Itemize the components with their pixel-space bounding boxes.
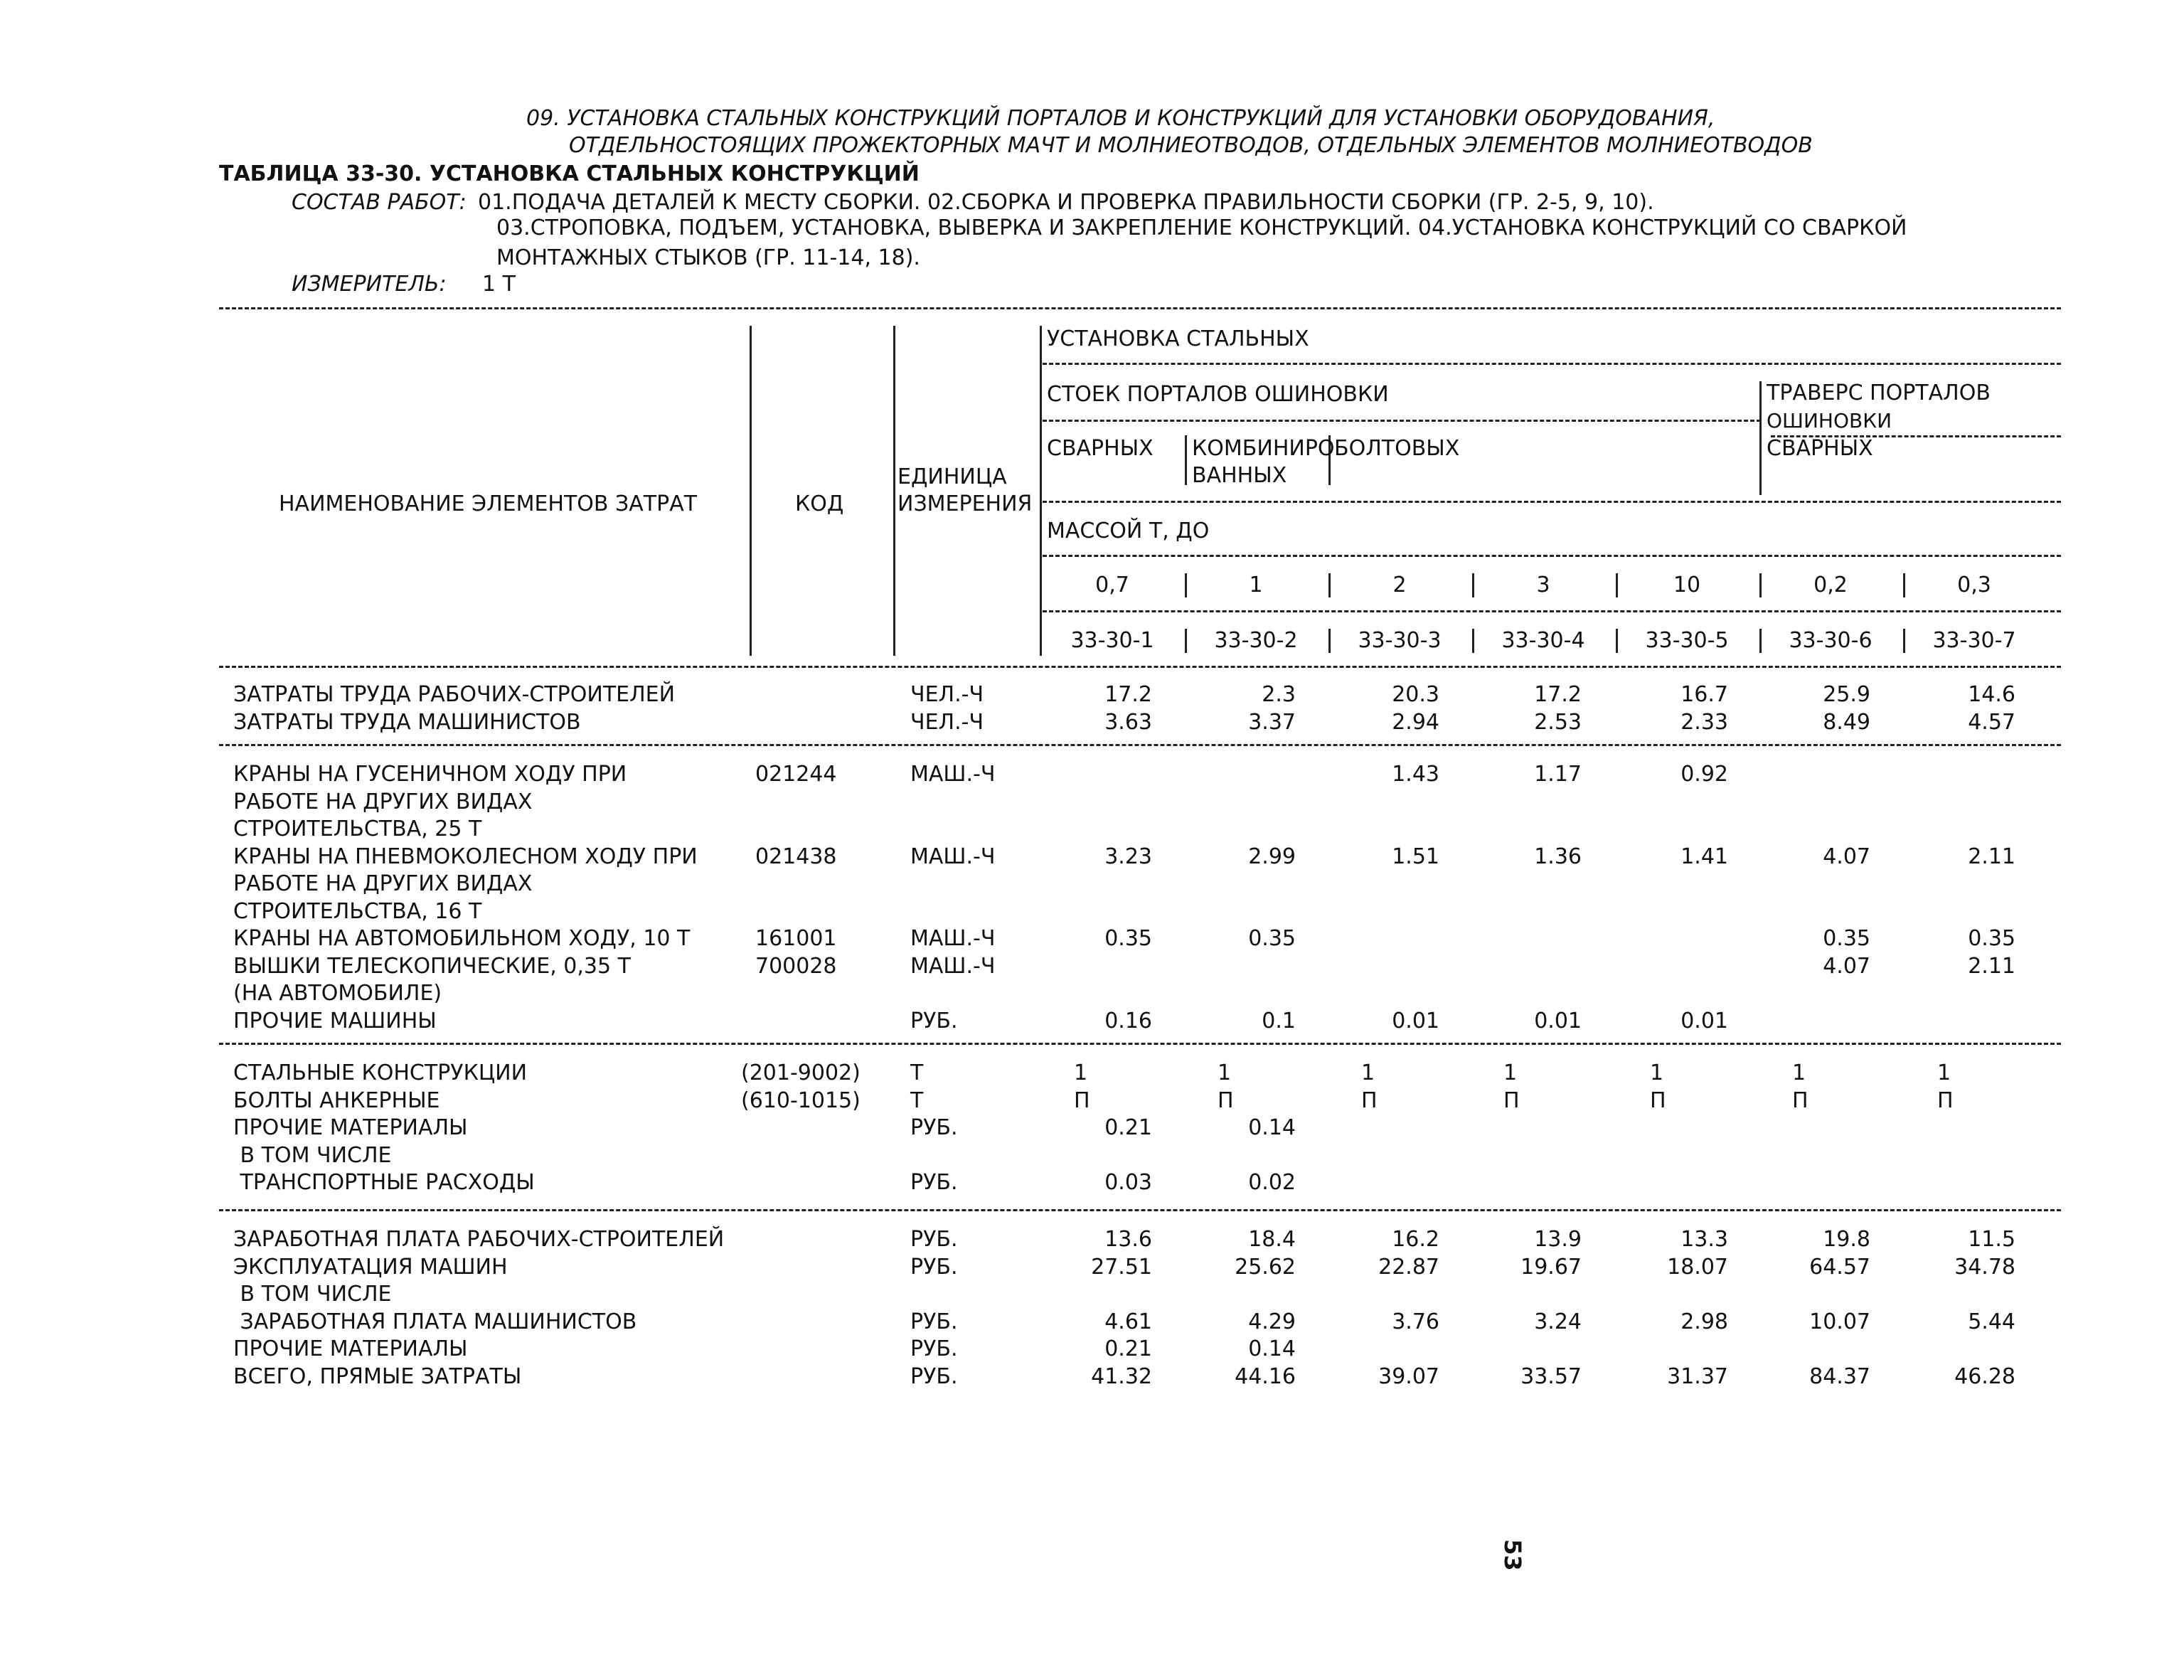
- row-code: 161001: [755, 926, 837, 951]
- row-unit: РУБ.: [910, 1170, 958, 1195]
- head-welded-traverses: СВАРНЫХ: [1767, 436, 1873, 461]
- row-name: ЗАТРАТЫ ТРУДА РАБОЧИХ-СТРОИТЕЛЕЙ: [233, 682, 676, 707]
- section-heading-line-1: 09. УСТАНОВКА СТАЛЬНЫХ КОНСТРУКЦИЙ ПОРТАЛОВ И КОНСТРУКЦИЙ ДЛЯ УСТАНОВКИ ОБОРУДОВАНИЯ,: [526, 106, 1715, 131]
- row-value: 27.51: [1091, 1255, 1152, 1280]
- row-name: В ТОМ ЧИСЛЕ: [233, 1282, 392, 1307]
- code-div-4: [1616, 629, 1618, 653]
- row-value: 0.01: [1392, 1009, 1439, 1033]
- row-value: 0.02: [1248, 1170, 1296, 1195]
- row-value: 0.01: [1680, 1009, 1728, 1033]
- section-heading-line-2: ОТДЕЛЬНОСТОЯЩИХ ПРОЖЕКТОРНЫХ МАЧТ И МОЛНИЕОТВОДОВ, ОТДЕЛЬНЫХ ЭЛЕМЕНТОВ МОЛНИЕОТВОДОВ: [569, 133, 1813, 158]
- row-value: 46.28: [1954, 1364, 2015, 1389]
- head-posts: СТОЕК ПОРТАЛОВ ОШИНОВКИ: [1047, 382, 1389, 407]
- row-value: 0.14: [1248, 1336, 1296, 1361]
- row-value: 0.35: [1248, 926, 1296, 951]
- head-install: УСТАНОВКА СТАЛЬНЫХ: [1047, 326, 1309, 351]
- row-value: 2.11: [1968, 844, 2015, 869]
- row-name: ПРОЧИЕ МАТЕРИАЛЫ: [233, 1336, 468, 1361]
- mass-div-5: [1759, 573, 1762, 597]
- row-value: 41.32: [1091, 1364, 1152, 1389]
- row-value: 3.24: [1534, 1309, 1582, 1334]
- row-value: 2.98: [1680, 1309, 1728, 1334]
- row-unit: МАШ.-Ч: [910, 762, 996, 787]
- row-name: БОЛТЫ АНКЕРНЫЕ: [233, 1088, 440, 1113]
- code-div-2: [1328, 629, 1331, 653]
- row-name: ВЫШКИ ТЕЛЕСКОПИЧЕСКИЕ, 0,35 Т: [233, 954, 631, 979]
- row-value: 0.35: [1823, 926, 1870, 951]
- row-value: 2.94: [1392, 710, 1439, 735]
- column-code-5: 33-30-5: [1645, 628, 1729, 653]
- row-value: П: [1650, 1088, 1666, 1113]
- row-name: КРАНЫ НА ГУСЕНИЧНОМ ХОДУ ПРИ: [233, 762, 627, 787]
- work-composition-line-1: 01.ПОДАЧА ДЕТАЛЕЙ К МЕСТУ СБОРКИ. 02.СБОРКА И ПРОВЕРКА ПРАВИЛЬНОСТИ СБОРКИ (ГР. 2-5, 9, 10).: [478, 190, 1654, 215]
- head-rule-5: [1043, 610, 2061, 612]
- row-value: 3.37: [1248, 710, 1296, 735]
- head-welded: СВАРНЫХ: [1047, 436, 1154, 461]
- row-code: (610-1015): [741, 1088, 861, 1113]
- row-value: 31.37: [1667, 1364, 1728, 1389]
- row-unit: Т: [910, 1088, 924, 1113]
- row-unit: РУБ.: [910, 1255, 958, 1280]
- row-value: 13.9: [1534, 1227, 1582, 1252]
- row-unit: РУБ.: [910, 1227, 958, 1252]
- row-value: 16.2: [1392, 1227, 1439, 1252]
- mass-div-1: [1185, 573, 1187, 597]
- mass-value-2: 1: [1249, 573, 1263, 597]
- page-number: 53: [1499, 1539, 1526, 1571]
- work-composition-line-3: МОНТАЖНЫХ СТЫКОВ (ГР. 11-14, 18).: [496, 245, 920, 270]
- row-code: 700028: [755, 954, 837, 979]
- row-value: П: [1792, 1088, 1809, 1113]
- row-value: 10.07: [1809, 1309, 1870, 1334]
- row-name: КРАНЫ НА ПНЕВМОКОЛЕСНОМ ХОДУ ПРИ: [233, 844, 698, 869]
- section-rule-1: [219, 744, 2061, 746]
- row-code: (201-9002): [741, 1060, 861, 1085]
- row-value: 18.07: [1667, 1255, 1728, 1280]
- row-name: ТРАНСПОРТНЫЕ РАСХОДЫ: [233, 1170, 535, 1195]
- row-value: 4.07: [1823, 954, 1870, 979]
- measure-value: 1 Т: [482, 272, 516, 297]
- row-value: 3.63: [1104, 710, 1152, 735]
- row-name: (НА АВТОМОБИЛЕ): [233, 981, 442, 1006]
- code-div-6: [1903, 629, 1905, 653]
- row-value: 0.16: [1104, 1009, 1152, 1033]
- row-value: 0.21: [1104, 1336, 1152, 1361]
- head-rule-2: [1043, 420, 1761, 422]
- work-composition-label: СОСТАВ РАБОТ:: [292, 190, 467, 215]
- row-value: 34.78: [1954, 1255, 2015, 1280]
- row-value: 0.03: [1104, 1170, 1152, 1195]
- measure-label: ИЗМЕРИТЕЛЬ:: [292, 272, 447, 297]
- col-divider-combined: [1185, 435, 1187, 485]
- row-unit: ЧЕЛ.-Ч: [910, 710, 984, 735]
- row-value: 0.14: [1248, 1115, 1296, 1140]
- row-name: ВСЕГО, ПРЯМЫЕ ЗАТРАТЫ: [233, 1364, 522, 1389]
- row-value: 2.11: [1968, 954, 2015, 979]
- row-name: СТРОИТЕЛЬСТВА, 25 Т: [233, 817, 482, 841]
- row-name: ПРОЧИЕ МАШИНЫ: [233, 1009, 437, 1033]
- head-name-column: НАИМЕНОВАНИЕ ЭЛЕМЕНТОВ ЗАТРАТ: [279, 491, 698, 516]
- row-unit: МАШ.-Ч: [910, 954, 996, 979]
- col-divider-unit: [893, 326, 895, 656]
- row-value: 1.51: [1392, 844, 1439, 869]
- code-div-1: [1185, 629, 1187, 653]
- row-value: 3.23: [1104, 844, 1152, 869]
- row-unit: ЧЕЛ.-Ч: [910, 682, 984, 707]
- row-value: 0.35: [1104, 926, 1152, 951]
- head-mass: МАССОЙ Т, ДО: [1047, 519, 1210, 543]
- column-code-1: 33-30-1: [1070, 628, 1154, 653]
- row-unit: РУБ.: [910, 1309, 958, 1334]
- row-name: РАБОТЕ НА ДРУГИХ ВИДАХ: [233, 871, 533, 896]
- row-value: 1: [1792, 1060, 1806, 1085]
- col-divider-values: [1040, 326, 1042, 656]
- row-value: П: [1937, 1088, 1954, 1113]
- row-value: 84.37: [1809, 1364, 1870, 1389]
- row-value: 14.6: [1968, 682, 2015, 707]
- row-code: 021438: [755, 844, 837, 869]
- column-code-3: 33-30-3: [1358, 628, 1442, 653]
- row-value: 1.43: [1392, 762, 1439, 787]
- row-value: 44.16: [1235, 1364, 1296, 1389]
- row-value: 0.21: [1104, 1115, 1152, 1140]
- row-value: П: [1218, 1088, 1234, 1113]
- row-name: ЗАРАБОТНАЯ ПЛАТА МАШИНИСТОВ: [233, 1309, 637, 1334]
- row-name: ПРОЧИЕ МАТЕРИАЛЫ: [233, 1115, 468, 1140]
- row-value: 5.44: [1968, 1309, 2015, 1334]
- head-unit-column-2: ИЗМЕРЕНИЯ: [897, 491, 1033, 516]
- row-value: 0.1: [1262, 1009, 1296, 1033]
- row-value: 2.99: [1248, 844, 1296, 869]
- head-traverses-1: ТРАВЕРС ПОРТАЛОВ: [1767, 381, 1991, 405]
- mass-value-3: 2: [1392, 573, 1407, 597]
- head-code-column: КОД: [795, 491, 844, 516]
- row-value: 20.3: [1392, 682, 1439, 707]
- row-value: 0.92: [1680, 762, 1728, 787]
- row-unit: Т: [910, 1060, 924, 1085]
- row-value: 13.3: [1680, 1227, 1728, 1252]
- row-value: 3.76: [1392, 1309, 1439, 1334]
- row-value: 33.57: [1520, 1364, 1582, 1389]
- row-value: 11.5: [1968, 1227, 2015, 1252]
- row-value: 13.6: [1104, 1227, 1152, 1252]
- row-value: 1: [1650, 1060, 1664, 1085]
- column-code-2: 33-30-2: [1214, 628, 1298, 653]
- row-code: 021244: [755, 762, 837, 787]
- col-divider-code: [750, 326, 752, 656]
- mass-value-4: 3: [1536, 573, 1550, 597]
- mass-div-4: [1616, 573, 1618, 597]
- table-top-rule: [219, 307, 2061, 309]
- row-value: 4.07: [1823, 844, 1870, 869]
- mass-div-6: [1903, 573, 1905, 597]
- row-value: 0.35: [1968, 926, 2015, 951]
- row-value: 2.3: [1262, 682, 1296, 707]
- column-code-6: 33-30-6: [1789, 628, 1873, 653]
- row-value: 1: [1937, 1060, 1951, 1085]
- row-unit: РУБ.: [910, 1364, 958, 1389]
- head-combined-1: КОМБИНИРО: [1192, 436, 1335, 461]
- row-value: 1.41: [1680, 844, 1728, 869]
- head-unit-column-1: ЕДИНИЦА: [897, 464, 1007, 489]
- row-value: 8.49: [1823, 710, 1870, 735]
- mass-value-7: 0,3: [1957, 573, 1991, 597]
- row-value: 25.9: [1823, 682, 1870, 707]
- row-name: ЗАТРАТЫ ТРУДА МАШИНИСТОВ: [233, 710, 581, 735]
- mass-value-6: 0,2: [1813, 573, 1848, 597]
- column-code-4: 33-30-4: [1501, 628, 1585, 653]
- head-rule-3: [1043, 501, 2061, 503]
- row-value: 1.17: [1534, 762, 1582, 787]
- row-value: П: [1361, 1088, 1378, 1113]
- row-value: 1: [1361, 1060, 1375, 1085]
- mass-div-2: [1328, 573, 1331, 597]
- row-name: РАБОТЕ НА ДРУГИХ ВИДАХ: [233, 790, 533, 814]
- section-rule-2: [219, 1043, 2061, 1045]
- row-name: ЗАРАБОТНАЯ ПЛАТА РАБОЧИХ-СТРОИТЕЛЕЙ: [233, 1227, 725, 1252]
- row-value: 1: [1503, 1060, 1518, 1085]
- row-name: СТАЛЬНЫЕ КОНСТРУКЦИИ: [233, 1060, 528, 1085]
- row-value: 0.01: [1534, 1009, 1582, 1033]
- row-value: 1.36: [1534, 844, 1582, 869]
- row-value: П: [1503, 1088, 1520, 1113]
- row-unit: МАШ.-Ч: [910, 844, 996, 869]
- row-value: 4.29: [1248, 1309, 1296, 1334]
- row-value: 4.61: [1104, 1309, 1152, 1334]
- row-value: 1: [1218, 1060, 1232, 1085]
- row-unit: МАШ.-Ч: [910, 926, 996, 951]
- row-value: 1: [1074, 1060, 1088, 1085]
- head-rule-4: [1043, 555, 2061, 557]
- row-value: 2.53: [1534, 710, 1582, 735]
- column-code-7: 33-30-7: [1932, 628, 2016, 653]
- row-value: 19.8: [1823, 1227, 1870, 1252]
- row-name: В ТОМ ЧИСЛЕ: [233, 1143, 392, 1168]
- row-unit: РУБ.: [910, 1115, 958, 1140]
- row-value: 2.33: [1680, 710, 1728, 735]
- mass-value-1: 0,7: [1095, 573, 1129, 597]
- row-name: ЭКСПЛУАТАЦИЯ МАШИН: [233, 1255, 508, 1280]
- row-value: 39.07: [1378, 1364, 1439, 1389]
- section-rule-3: [219, 1209, 2061, 1211]
- row-value: 17.2: [1534, 682, 1582, 707]
- code-div-3: [1472, 629, 1474, 653]
- row-value: 64.57: [1809, 1255, 1870, 1280]
- head-bolted: БОЛТОВЫХ: [1334, 436, 1460, 461]
- row-unit: РУБ.: [910, 1336, 958, 1361]
- table-title: ТАБЛИЦА 33-30. УСТАНОВКА СТАЛЬНЫХ КОНСТРУКЦИЙ: [219, 161, 920, 186]
- row-name: КРАНЫ НА АВТОМОБИЛЬНОМ ХОДУ, 10 Т: [233, 926, 691, 951]
- row-value: 22.87: [1378, 1255, 1439, 1280]
- row-value: 16.7: [1680, 682, 1728, 707]
- head-combined-2: ВАННЫХ: [1192, 463, 1287, 488]
- row-value: 4.57: [1968, 710, 2015, 735]
- code-div-5: [1759, 629, 1762, 653]
- row-value: 19.67: [1520, 1255, 1582, 1280]
- row-unit: РУБ.: [910, 1009, 958, 1033]
- head-traverses-2: ОШИНОВКИ: [1767, 409, 1892, 432]
- mass-div-3: [1472, 573, 1474, 597]
- row-value: П: [1074, 1088, 1090, 1113]
- col-divider-traverses: [1759, 381, 1762, 495]
- row-value: 18.4: [1248, 1227, 1296, 1252]
- row-value: 17.2: [1104, 682, 1152, 707]
- mass-value-5: 10: [1673, 573, 1701, 597]
- row-name: СТРОИТЕЛЬСТВА, 16 Т: [233, 899, 482, 924]
- head-rule-1: [1043, 363, 2061, 365]
- head-bottom-rule: [219, 666, 2061, 668]
- row-value: 25.62: [1235, 1255, 1296, 1280]
- work-composition-line-2: 03.СТРОПОВКА, ПОДЪЕМ, УСТАНОВКА, ВЫВЕРКА И ЗАКРЕПЛЕНИЕ КОНСТРУКЦИЙ. 04.УСТАНОВКА КОНСТРУКЦИЙ СО СВАРКОЙ: [496, 216, 1907, 240]
